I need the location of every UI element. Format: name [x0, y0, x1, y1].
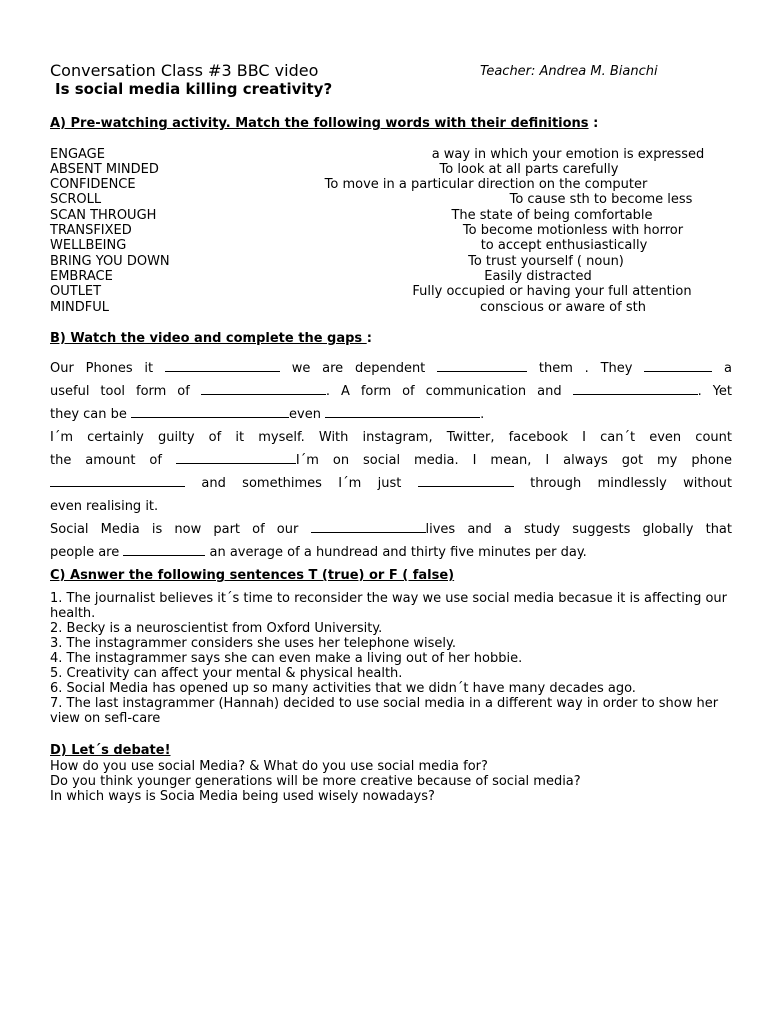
section-c-heading-text: C) Asnwer the following sentences T (true) or F ( false) [50, 568, 455, 583]
true-false-item: 5. Creativity can affect your mental & physical health. [50, 666, 403, 681]
gap-paragraph-3 [50, 518, 732, 564]
definition-item: Easily distracted [484, 269, 592, 284]
true-false-item: 6. Social Media has opened up so many activities that we didn´t have many decades ago. [50, 681, 636, 696]
section-b-heading [50, 331, 372, 346]
word-item: EMBRACE [50, 269, 113, 284]
gap-text: I´m certainly guilty of it myself. With instagram, Twitter, facebook I can´t even count [50, 430, 732, 445]
word-item: ENGAGE [50, 147, 105, 162]
gap-blank[interactable] [176, 452, 296, 464]
gap-text: even realising it. [50, 499, 159, 514]
definition-item: To cause sth to become less [509, 192, 693, 207]
gap-paragraph-2 [50, 426, 732, 518]
gap-text: . [480, 407, 485, 422]
section-a-heading-text: A) Pre-watching activity. Match the following words with their definitions [50, 116, 589, 131]
gap-blank[interactable] [644, 360, 712, 372]
gap-text: even [289, 407, 326, 422]
gap-blank[interactable] [325, 406, 480, 418]
word-item: ABSENT MINDED [50, 162, 159, 177]
word-item: WELLBEING [50, 238, 127, 253]
word-item: BRING YOU DOWN [50, 254, 170, 269]
section-a-heading-colon: : [588, 116, 599, 131]
gap-blank[interactable] [201, 383, 326, 395]
gap-text: and somethimes I´m just [185, 476, 418, 491]
debate-questions [50, 759, 740, 804]
gap-text: people are [50, 545, 124, 560]
word-item: SCROLL [50, 192, 102, 207]
word-item: TRANSFIXED [50, 223, 132, 238]
definition-item: To become motionless with horror [462, 223, 684, 238]
gap-blank[interactable] [418, 475, 514, 487]
section-c-heading [50, 568, 454, 583]
word-item: MINDFUL [50, 300, 110, 315]
gap-blank[interactable] [165, 360, 280, 372]
gap-text: . Yet [697, 384, 733, 399]
debate-question: In which ways is Socia Media being used wisely nowadays? [50, 789, 435, 804]
true-false-item: 2. Becky is a neuroscientist from Oxford University. [50, 621, 383, 636]
gap-text: I´m on social media. I mean, I always got my phone [295, 453, 733, 468]
word-item: CONFIDENCE [50, 177, 136, 192]
debate-question: Do you think younger generations will be more creative because of social media? [50, 774, 581, 789]
section-b-heading-text: B) Watch the video and complete the gaps [50, 331, 367, 346]
definition-item: To move in a particular direction on the computer [324, 177, 648, 192]
gap-blank[interactable] [437, 360, 527, 372]
word-item: SCAN THROUGH [50, 208, 157, 223]
section-d-heading [50, 743, 171, 758]
section-a-heading [50, 116, 598, 131]
gap-text: we are dependent [279, 361, 438, 376]
gap-text: them . They [527, 361, 645, 376]
definition-item: To look at all parts carefully [439, 162, 619, 177]
true-false-item: 3. The instagrammer considers she uses her telephone wisely. [50, 636, 457, 651]
gap-text: they can be [50, 407, 132, 422]
definition-item: conscious or aware of sth [480, 300, 646, 315]
definition-item: To trust yourself ( noun) [468, 254, 624, 269]
gap-blank[interactable] [311, 521, 426, 533]
gap-blank[interactable] [131, 406, 289, 418]
gap-text: useful tool form of [50, 384, 201, 399]
definition-item: to accept enthusiastically [480, 238, 648, 253]
gap-blank[interactable] [573, 383, 698, 395]
page-title: Conversation Class #3 BBC video [50, 61, 319, 80]
definition-item: The state of being comfortable [451, 208, 653, 223]
gap-text: the amount of [50, 453, 176, 468]
true-false-item: 7. The last instagrammer (Hannah) decided to use social media in a different way in order to show her view on sefl-care [50, 696, 719, 726]
gap-text: lives and a study suggests globally that [425, 522, 732, 537]
gap-text: . A form of communication and [325, 384, 573, 399]
teacher-name: Teacher: Andrea M. Bianchi [480, 64, 658, 79]
true-false-list [50, 591, 740, 726]
gap-text: a [712, 361, 732, 376]
gap-text: Social Media is now part of our [50, 522, 311, 537]
debate-question: How do you use social Media? & What do you use social media for? [50, 759, 488, 774]
gap-paragraph-1 [50, 357, 732, 426]
definition-item: Fully occupied or having your full attention [412, 284, 692, 299]
definition-item: a way in which your emotion is expressed [431, 147, 705, 162]
gap-text: through mindlessly without [513, 476, 733, 491]
true-false-item: 1. The journalist believes it´s time to reconsider the way we use social media becasue it is affecting our health. [50, 591, 727, 621]
section-d-heading-text: D) Let´s debate! [50, 743, 171, 758]
gap-blank[interactable] [50, 475, 185, 487]
true-false-item: 4. The instagrammer says she can even make a living out of her hobbie. [50, 651, 523, 666]
page-subtitle: Is social media killing creativity? [55, 80, 333, 98]
word-item: OUTLET [50, 284, 102, 299]
gap-text: an average of a hundread and thirty five minutes per day. [205, 545, 587, 560]
gap-text: Our Phones it [50, 361, 165, 376]
gap-blank[interactable] [123, 544, 205, 556]
section-b-heading-colon: : [366, 331, 372, 346]
